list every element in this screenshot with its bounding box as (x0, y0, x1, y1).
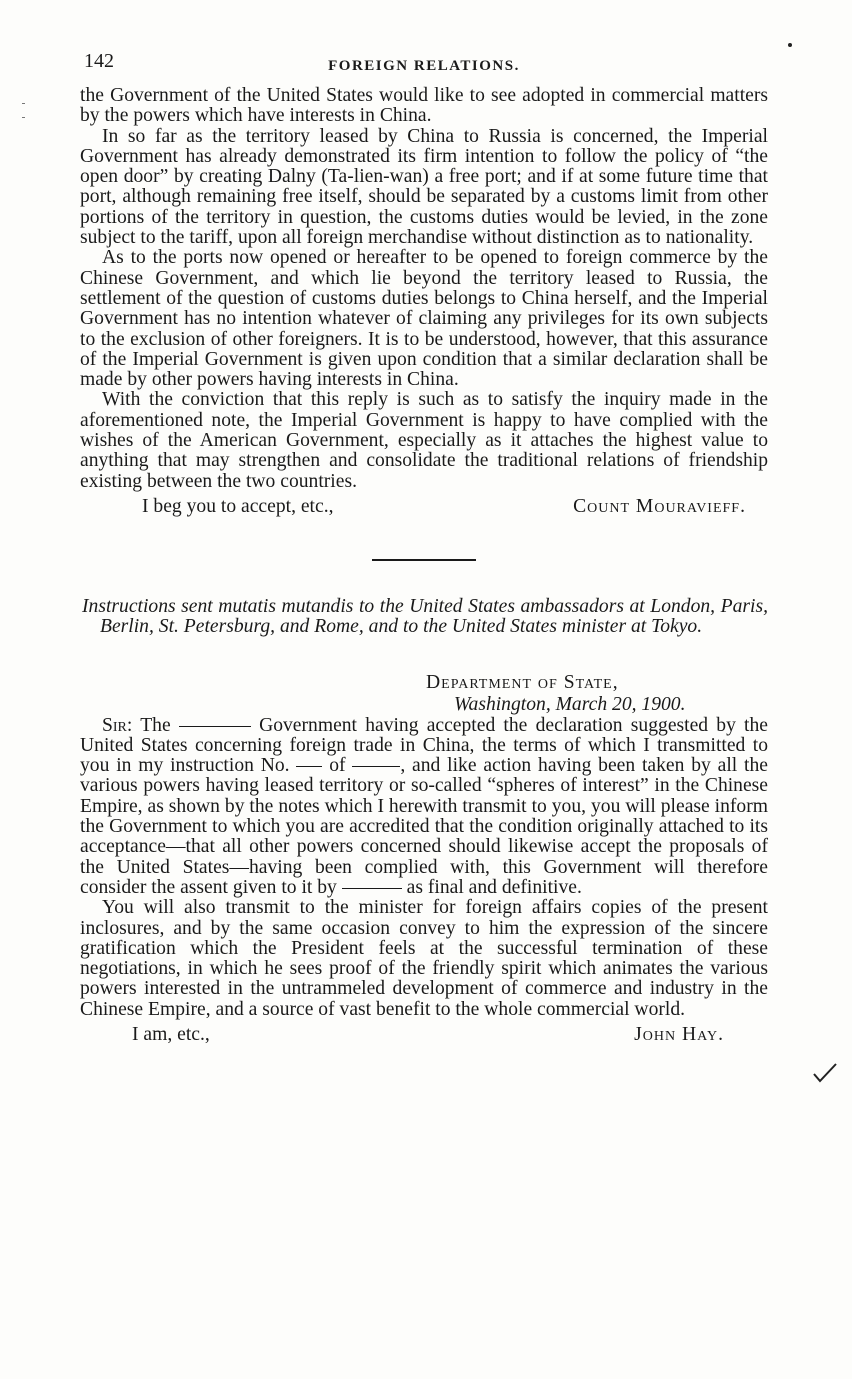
closing-text: I beg you to accept, etc., (142, 495, 334, 517)
text-segment: Government having accepted the declaration suggested by the United States concerning foreign trade in China, the terms of which I transmitted to you in my instruction No. (80, 714, 768, 777)
document-caption: Instructions sent mutatis mutandis to the United States ambassadors at London, Paris, Berlin, St. Petersburg, and Rome, and to the United States minister at Tokyo. (82, 595, 768, 638)
blank-line (179, 726, 251, 727)
blank-line (352, 766, 400, 767)
text-segment: The (140, 714, 171, 736)
signature: Count Mouravieff. (573, 495, 746, 517)
page-number: 142 (84, 50, 114, 72)
closing-line (80, 1024, 768, 1050)
pencil-checkmark-icon (812, 1062, 838, 1084)
dateline-department: Department of State, (426, 671, 619, 693)
closing-line (80, 496, 768, 522)
text-segment: of (329, 755, 346, 777)
section-divider (372, 559, 476, 561)
mouravieff-letter (80, 86, 768, 522)
letter-paragraph: You will also transmit to the minister for foreign affairs copies of the present inclosures, and by the same occasion convey to him the expression of the sincere gratification which the President feels at the successful termination of these negotiations, in which he sees proof of the friendly spirit which animates the various powers interested in the untrammeled development of commerce and industry in the Chinese Empire, and a source of vast benefit to the whole commercial world. (80, 897, 768, 1020)
text-segment: , and like action having been taken by all the various powers having leased territory or so-called “spheres of interest” in the Chinese Empire, as shown by the notes which I herewith transmit to you, you will please inform the Government to which you are accredited that the condition originally attached to its acceptance—that all other powers concerned should likewise accept the proposals of the United States—having been complied with, this Government will therefore consider the assent given to it by (80, 755, 768, 898)
margin-tick (22, 103, 25, 104)
blank-line (342, 888, 402, 889)
letter-paragraph: With the conviction that this reply is such as to satisfy the inquiry made in the aforementioned note, the Imperial Government is happy to have complied with the wishes of the American Government, especially as it attaches the highest value to anything that may strengthen and consolidate the traditional relations of friendship existing between the two countries. (80, 389, 768, 492)
salutation: Sir: (102, 714, 133, 736)
blank-line (296, 766, 322, 767)
margin-tick (22, 117, 25, 118)
letter-paragraph: the Government of the United States would like to see adopted in commercial matters by the powers which have interests in China. (80, 85, 768, 127)
hay-letter (80, 716, 768, 1050)
letter-paragraph (80, 716, 768, 899)
ink-dot-mark (788, 43, 792, 47)
page (80, 50, 768, 1050)
letter-paragraph: As to the ports now opened or hereafter to be opened to foreign commerce by the Chinese Government, and which lie beyond the territory leased to Russia, the settlement of the question of customs duties belongs to China herself, and the Imperial Government has no intention whatever of claiming any privileges for its own subjects to the exclusion of other foreigners. It is to be understood, however, that this assurance of the Imperial Government is given upon condition that a similar declaration shall be made by other powers having interests in China. (80, 247, 768, 391)
running-head: FOREIGN RELATIONS. (328, 58, 520, 74)
letter-paragraph: In so far as the territory leased by China to Russia is concerned, the Imperial Government has already demonstrated its firm intention to follow the policy of “the open door” by creating Dalny (Ta-lien-wan) a free port; and if at some future time that port, although remaining free itself, should be separated by a customs limit from other portions of the territory in question, the customs duties would be levied, in the zone subject to the tariff, upon all foreign merchandise without distinction as to nationality. (80, 125, 768, 249)
dateline-place-date: Washington, March 20, 1900. (454, 693, 686, 715)
signature: John Hay. (634, 1023, 724, 1045)
page-header (80, 50, 768, 86)
text-segment: as final and definitive. (406, 876, 582, 898)
closing-text: I am, etc., (132, 1023, 210, 1045)
dateline (80, 672, 768, 716)
